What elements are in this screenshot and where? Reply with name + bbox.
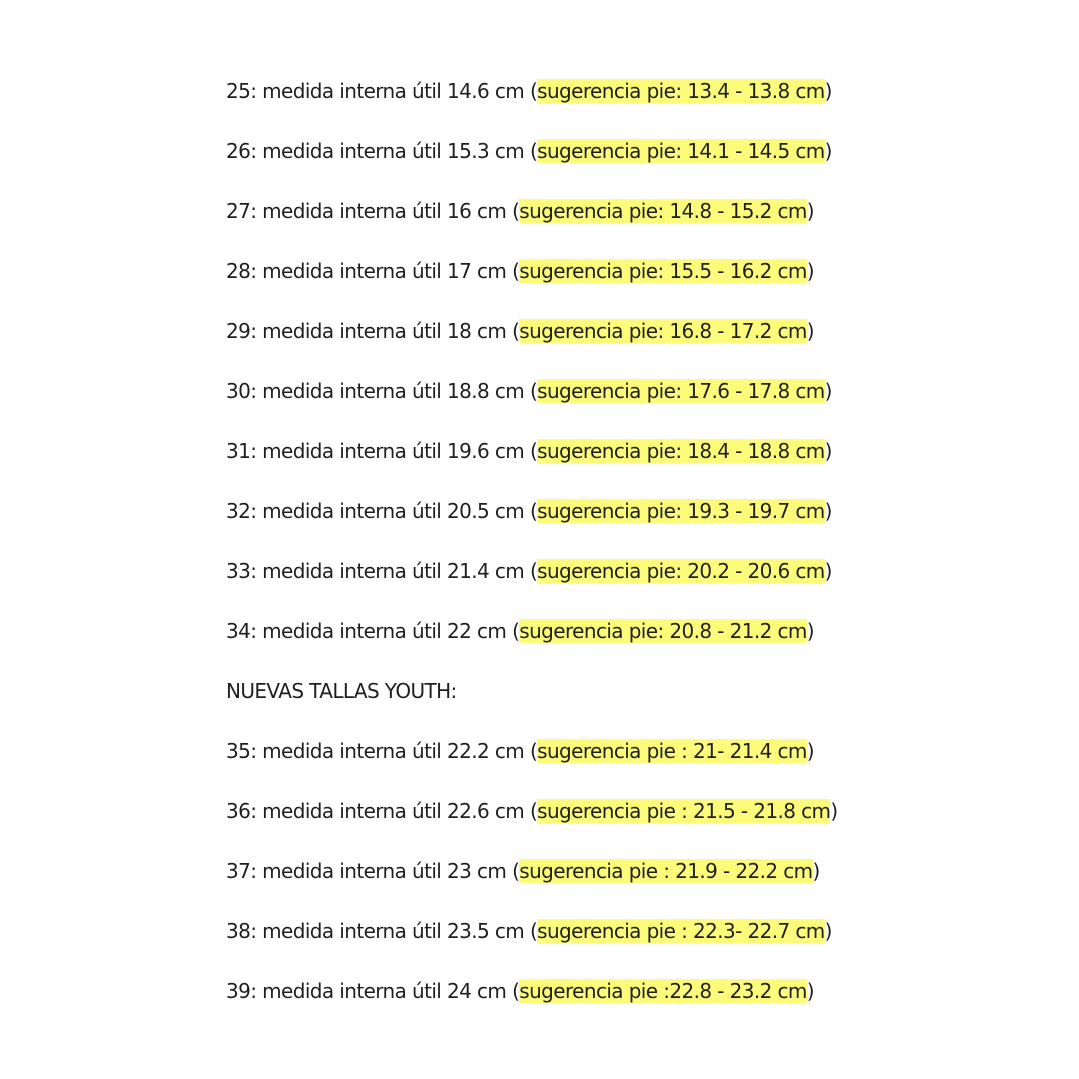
- foot-suggestion-highlight: sugerencia pie :22.8 - 23.2 cm: [519, 979, 807, 1003]
- measure-text: 37: medida interna útil 23 cm: [226, 859, 513, 883]
- foot-suggestion-highlight: sugerencia pie: 18.4 - 18.8 cm: [537, 439, 825, 463]
- measure-text: 34: medida interna útil 22 cm: [226, 619, 513, 643]
- measure-text: 27: medida interna útil 16 cm: [226, 199, 513, 223]
- size-line-28: 28: medida interna útil 17 cm (sugerencia pie: 15.5 - 16.2 cm): [226, 259, 814, 283]
- foot-suggestion-highlight: sugerencia pie : 21- 21.4 cm: [537, 739, 807, 763]
- foot-suggestion-highlight: sugerencia pie : 21.9 - 22.2 cm: [519, 859, 813, 883]
- size-line-25: 25: medida interna útil 14.6 cm (sugerencia pie: 13.4 - 13.8 cm): [226, 79, 832, 103]
- foot-suggestion-highlight: sugerencia pie: 20.8 - 21.2 cm: [519, 619, 807, 643]
- size-line-34: 34: medida interna útil 22 cm (sugerencia pie: 20.8 - 21.2 cm): [226, 619, 814, 643]
- size-guide: [226, 71, 986, 1031]
- measure-text: 36: medida interna útil 22.6 cm: [226, 799, 530, 823]
- foot-suggestion-highlight: sugerencia pie : 22.3- 22.7 cm: [537, 919, 825, 943]
- measure-text: 30: medida interna útil 18.8 cm: [226, 379, 530, 403]
- size-line-30: 30: medida interna útil 18.8 cm (sugerencia pie: 17.6 - 17.8 cm): [226, 379, 832, 403]
- size-line-27: 27: medida interna útil 16 cm (sugerencia pie: 14.8 - 15.2 cm): [226, 199, 814, 223]
- foot-suggestion-highlight: sugerencia pie: 14.1 - 14.5 cm: [537, 139, 825, 163]
- measure-text: 38: medida interna útil 23.5 cm: [226, 919, 530, 943]
- measure-text: 29: medida interna útil 18 cm: [226, 319, 513, 343]
- measure-text: 39: medida interna útil 24 cm: [226, 979, 513, 1003]
- size-line-36: 36: medida interna útil 22.6 cm (sugerencia pie : 21.5 - 21.8 cm): [226, 799, 838, 823]
- measure-text: 32: medida interna útil 20.5 cm: [226, 499, 530, 523]
- foot-suggestion-highlight: sugerencia pie: 14.8 - 15.2 cm: [519, 199, 807, 223]
- size-line-33: 33: medida interna útil 21.4 cm (sugerencia pie: 20.2 - 20.6 cm): [226, 559, 832, 583]
- foot-suggestion-highlight: sugerencia pie: 13.4 - 13.8 cm: [537, 79, 825, 103]
- measure-text: 31: medida interna útil 19.6 cm: [226, 439, 530, 463]
- size-line-26: 26: medida interna útil 15.3 cm (sugerencia pie: 14.1 - 14.5 cm): [226, 139, 832, 163]
- size-line-29: 29: medida interna útil 18 cm (sugerencia pie: 16.8 - 17.2 cm): [226, 319, 814, 343]
- size-line-37: 37: medida interna útil 23 cm (sugerencia pie : 21.9 - 22.2 cm): [226, 859, 820, 883]
- youth-sizes-heading: NUEVAS TALLAS YOUTH:: [226, 679, 457, 703]
- size-line-38: 38: medida interna útil 23.5 cm (sugerencia pie : 22.3- 22.7 cm): [226, 919, 832, 943]
- foot-suggestion-highlight: sugerencia pie: 16.8 - 17.2 cm: [519, 319, 807, 343]
- foot-suggestion-highlight: sugerencia pie : 21.5 - 21.8 cm: [537, 799, 831, 823]
- size-line-31: 31: medida interna útil 19.6 cm (sugerencia pie: 18.4 - 18.8 cm): [226, 439, 832, 463]
- foot-suggestion-highlight: sugerencia pie: 17.6 - 17.8 cm: [537, 379, 825, 403]
- size-line-32: 32: medida interna útil 20.5 cm (sugerencia pie: 19.3 - 19.7 cm): [226, 499, 832, 523]
- foot-suggestion-highlight: sugerencia pie: 15.5 - 16.2 cm: [519, 259, 807, 283]
- measure-text: 35: medida interna útil 22.2 cm: [226, 739, 530, 763]
- measure-text: 25: medida interna útil 14.6 cm: [226, 79, 530, 103]
- measure-text: 33: medida interna útil 21.4 cm: [226, 559, 530, 583]
- size-line-35: 35: medida interna útil 22.2 cm (sugerencia pie : 21- 21.4 cm): [226, 739, 814, 763]
- measure-text: 28: medida interna útil 17 cm: [226, 259, 513, 283]
- foot-suggestion-highlight: sugerencia pie: 19.3 - 19.7 cm: [537, 499, 825, 523]
- foot-suggestion-highlight: sugerencia pie: 20.2 - 20.6 cm: [537, 559, 825, 583]
- size-line-39: 39: medida interna útil 24 cm (sugerencia pie :22.8 - 23.2 cm): [226, 979, 814, 1003]
- measure-text: 26: medida interna útil 15.3 cm: [226, 139, 530, 163]
